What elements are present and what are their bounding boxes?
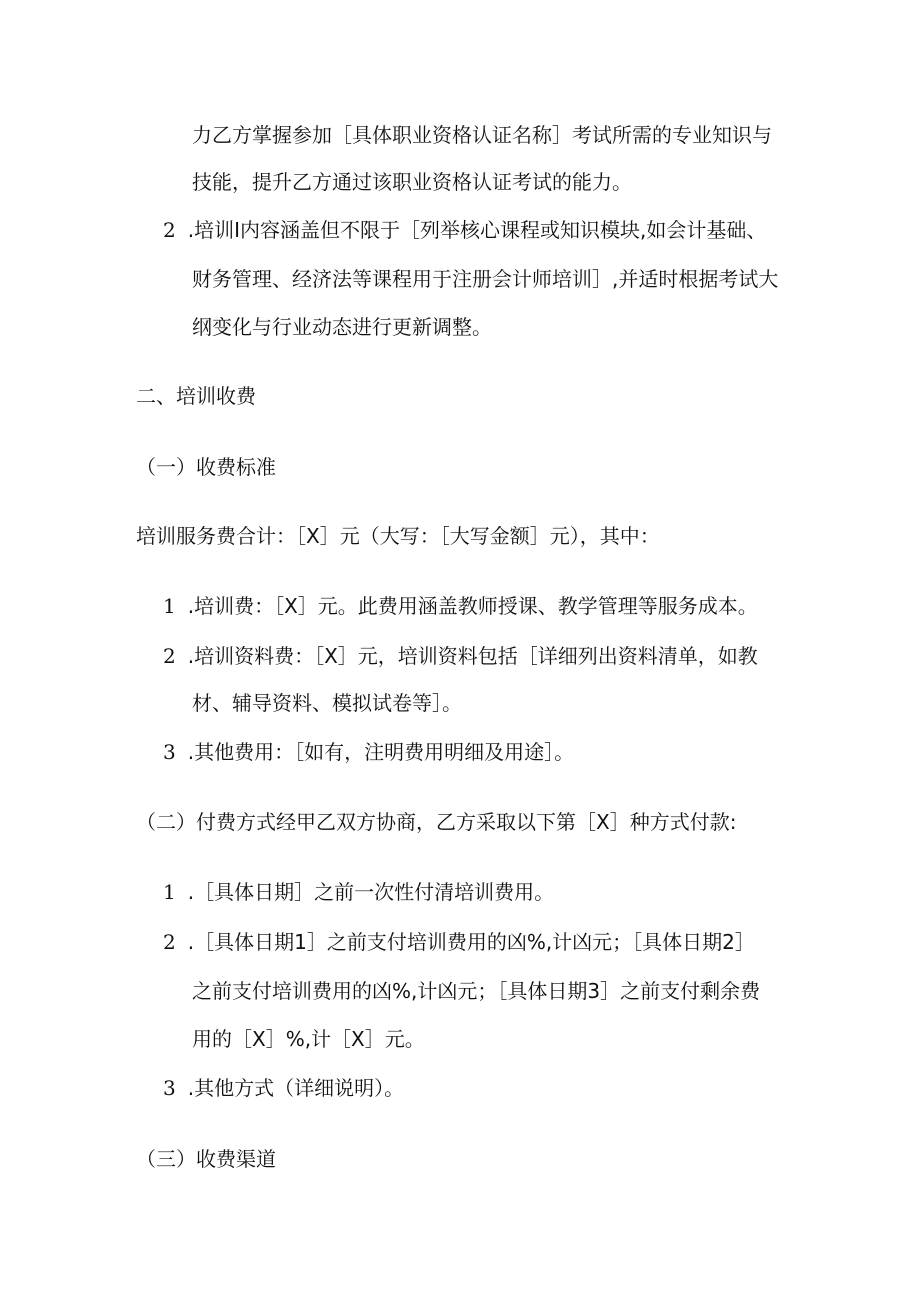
line-text: .［具体日期1］之前支付培训费用的凶%,计凶元；［具体日期2］ <box>187 930 755 954</box>
line-text: .培训资料费：［X］元，培训资料包括［详细列出资料清单，如教 <box>187 644 758 668</box>
line-text: 纲变化与行业动态进行更新调整。 <box>192 315 492 339</box>
list-number: 2 <box>163 930 176 954</box>
payment-option-2-continued-2 <box>192 1025 425 1053</box>
line-text: 财务管理、经济法等课程用于注册会计师培训］,并适时根据考试大 <box>192 267 779 291</box>
line-text: .培训I内容涵盖但不限于［列举核心课程或知识模块,如会计基础、 <box>187 218 767 242</box>
line-text: 二、培训收费 <box>136 384 256 408</box>
fee-total-line <box>136 522 660 550</box>
line-text: 力乙方掌握参加［具体职业资格认证名称］考试所需的专业知识与 <box>192 123 772 147</box>
line-text: 之前支付培训费用的凶%,计凶元；［具体日期3］之前支付剩余费 <box>192 979 761 1003</box>
subsection-heading-2 <box>136 808 736 836</box>
line-text: .其他费用：［如有，注明费用明细及用途］。 <box>187 740 575 764</box>
paragraph-line-4 <box>192 265 778 293</box>
list-number: 2 <box>163 644 176 668</box>
line-text: 用的［X］%,计［X］元。 <box>192 1027 425 1051</box>
list-number: 3 <box>163 740 176 764</box>
list-item-2 <box>163 216 766 244</box>
subsection-heading-1 <box>136 453 276 481</box>
paragraph-line-5 <box>192 313 492 341</box>
line-text: 技能，提升乙方通过该职业资格认证考试的能力。 <box>192 170 632 194</box>
list-number: 2 <box>163 218 176 242</box>
line-text: （二）付费方式经甲乙双方协商，乙方采取以下第［X］种方式付款: <box>136 810 737 834</box>
line-text: 培训服务费合计：［X］元（大写：［大写金额］元），其中： <box>136 524 660 548</box>
payment-option-2 <box>163 928 755 956</box>
line-text: 材、辅导资料、模拟试卷等］。 <box>192 691 462 715</box>
fee-item-2-continued <box>192 689 462 717</box>
paragraph-line-2 <box>192 168 632 196</box>
line-text: .其他方式（详细说明）。 <box>187 1076 405 1100</box>
line-text: .［具体日期］之前一次性付清培训费用。 <box>187 880 555 904</box>
line-text: （三）收费渠道 <box>136 1147 276 1171</box>
list-number: 3 <box>163 1076 176 1100</box>
payment-option-2-continued <box>192 977 760 1005</box>
fee-item-2 <box>163 642 758 670</box>
list-number: 1 <box>163 880 176 904</box>
fee-item-3 <box>163 738 574 766</box>
line-text: （一）收费标准 <box>136 455 276 479</box>
fee-item-1 <box>163 592 758 620</box>
line-text: .培训费：［X］元。此费用涵盖教师授课、教学管理等服务成本。 <box>187 594 758 618</box>
payment-option-3 <box>163 1074 404 1102</box>
paragraph-line-1 <box>192 121 772 149</box>
list-number: 1 <box>163 594 176 618</box>
section-heading <box>136 382 256 410</box>
payment-option-1 <box>163 878 554 906</box>
subsection-heading-3 <box>136 1145 276 1173</box>
